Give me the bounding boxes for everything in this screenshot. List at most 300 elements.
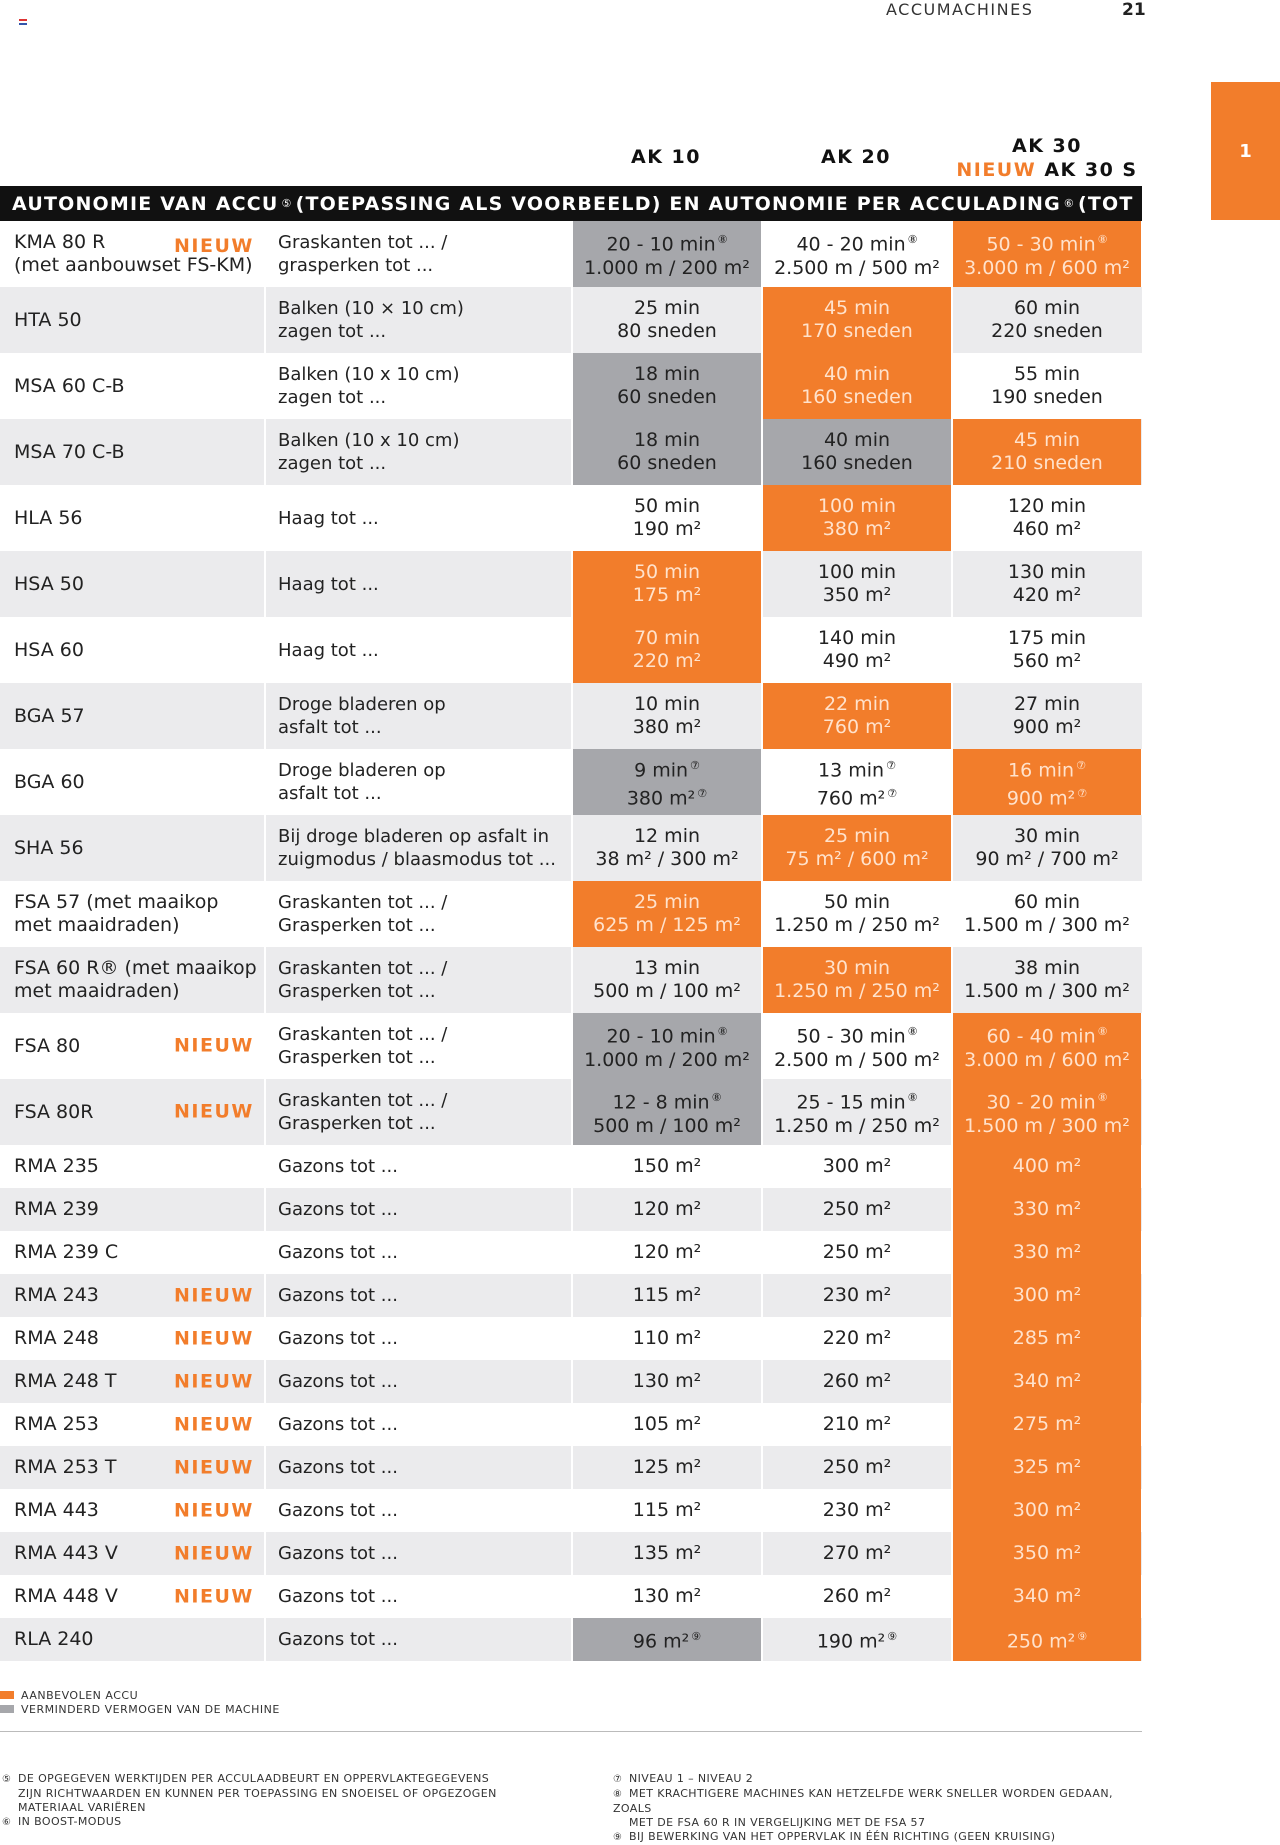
model-cell [0, 1360, 264, 1403]
value-text [584, 1020, 750, 1071]
value-line2-text: 625 m / 125 m² [593, 914, 741, 936]
table-row [0, 1489, 1142, 1532]
value-line1 [1013, 1499, 1081, 1522]
model-cell [0, 815, 264, 881]
task-line2: zuigmodus / blaasmodus tot ... [278, 849, 556, 870]
value-line2 [817, 782, 897, 810]
value-line2 [975, 848, 1118, 871]
value-text [1013, 1585, 1081, 1608]
model-name-line1: KMA 80 R [14, 231, 106, 253]
value-line1 [1013, 693, 1081, 716]
value-line1-text: 340 m² [1012, 1585, 1082, 1607]
value-text [1013, 1198, 1081, 1221]
task-text [278, 1089, 447, 1135]
task-line1: Haag tot ... [278, 639, 379, 661]
table-row [0, 749, 1142, 815]
task-line2: Grasperken tot ... [278, 1113, 436, 1134]
value-text [774, 1086, 940, 1137]
value-text [964, 228, 1130, 279]
task-text [278, 1241, 398, 1264]
value-text [633, 1155, 701, 1178]
section-title: ACCUMACHINES [886, 0, 1034, 19]
value-line1 [964, 1086, 1130, 1114]
footnote-5-symbol: ⑤ [2, 1774, 12, 1785]
value-text [774, 228, 940, 279]
value-cell-ak30 [951, 683, 1141, 749]
value-line1 [633, 1542, 701, 1565]
value-text [633, 1499, 701, 1522]
value-line1-text: 120 m² [632, 1198, 702, 1220]
task-cell [264, 1532, 571, 1575]
value-line2 [801, 320, 913, 343]
value-line2 [1008, 650, 1086, 673]
value-text [1013, 1241, 1081, 1264]
task-line1: Gazons tot ... [278, 1414, 398, 1435]
model-name-line1: RMA 253 [14, 1413, 99, 1435]
value-line2-text: 1.500 m / 300 m² [964, 914, 1130, 936]
value-line1-text: 115 m² [632, 1499, 702, 1521]
task-cell [264, 1360, 571, 1403]
value-line1 [823, 1198, 891, 1221]
model-cell [0, 1446, 264, 1489]
value-line1-text: 340 m² [1012, 1370, 1082, 1392]
model-cell [0, 1403, 264, 1446]
value-line1-text: 12 - 8 min [612, 1091, 710, 1114]
value-line1 [633, 1198, 701, 1221]
footnote-ref: ⑧ [1097, 1091, 1108, 1105]
task-cell [264, 551, 571, 617]
model-cell [0, 1274, 264, 1317]
model-cell [0, 1618, 264, 1661]
task-cell [264, 485, 571, 551]
value-line2 [633, 518, 701, 541]
value-cell-ak30 [951, 1532, 1141, 1575]
autonomy-table [0, 221, 1142, 1661]
value-text [617, 429, 717, 475]
model-name-line1: RMA 253 T [14, 1456, 117, 1478]
task-line1: Gazons tot ... [278, 1500, 398, 1521]
value-line1 [785, 825, 928, 848]
table-row [0, 815, 1142, 881]
value-cell-ak30 [951, 221, 1141, 287]
value-text [774, 957, 940, 1003]
task-cell [264, 287, 571, 353]
model-cell [0, 1532, 264, 1575]
footnote-ref: ⑧ [1097, 1025, 1108, 1039]
model-cell [0, 1575, 264, 1618]
legend-swatch-orange [0, 1691, 14, 1699]
value-cell-ak30 [951, 1575, 1141, 1618]
value-cell-ak20 [761, 815, 951, 881]
model-cell [0, 287, 264, 353]
task-line1: Gazons tot ... [278, 1586, 398, 1607]
value-line1 [964, 1020, 1130, 1048]
value-line2 [617, 452, 717, 475]
value-line1-text: 30 - 20 min [986, 1091, 1096, 1114]
value-line1-text: 60 min [1013, 891, 1081, 913]
task-cell [264, 419, 571, 485]
value-line1 [1013, 1456, 1081, 1479]
footnote-ref: ⑧ [907, 233, 918, 247]
value-line2-text: 220 m² [632, 650, 702, 672]
model-name-line1: RMA 448 V [14, 1585, 118, 1607]
value-line1 [617, 429, 717, 452]
value-cell-ak20 [761, 1489, 951, 1532]
footnote-5-line3: MATERIAAL VARIËREN [18, 1801, 146, 1814]
task-text [278, 1370, 398, 1393]
value-cell-ak10 [571, 1575, 761, 1618]
value-line2-text: 175 m² [632, 584, 702, 606]
table-row [0, 419, 1142, 485]
table-row [0, 1145, 1142, 1188]
value-line1 [1008, 495, 1086, 518]
model-cell [0, 221, 264, 287]
footnote-8-line2: MET DE FSA 60 R IN VERGELIJKING MET DE FSA 57 [629, 1816, 926, 1829]
value-cell-ak10 [571, 1618, 761, 1661]
value-line1 [593, 957, 741, 980]
value-line1 [801, 363, 913, 386]
task-line1: Droge bladeren op [278, 760, 446, 781]
value-line1-text: 175 min [1007, 627, 1087, 649]
table-title-part3: (TOT ...) [1077, 192, 1177, 215]
model-name-line1: RMA 239 C [14, 1241, 119, 1263]
divider [0, 1731, 1142, 1732]
value-cell-ak30 [951, 551, 1141, 617]
model-name-line1: RMA 243 [14, 1284, 99, 1306]
value-line1-text: 70 min [633, 627, 701, 649]
task-line1: Graskanten tot ... / [278, 892, 448, 913]
value-line1-text: 250 m² [1006, 1630, 1076, 1653]
task-line1: Bij droge bladeren op asfalt in [278, 826, 550, 847]
footnote-ref: ⑦ [886, 758, 896, 772]
value-text [633, 561, 701, 607]
value-text [633, 1456, 701, 1479]
new-badge: NIEUW [174, 1499, 254, 1521]
value-line1 [818, 561, 896, 584]
model-cell [0, 1079, 264, 1145]
value-line2 [617, 386, 717, 409]
task-text [278, 429, 459, 475]
task-text [278, 891, 447, 937]
footnote-ref: ⑦ [690, 758, 700, 772]
value-line1 [817, 754, 897, 782]
value-line2 [593, 980, 741, 1003]
task-line2: asfalt tot ... [278, 717, 382, 738]
value-cell-ak20 [761, 1079, 951, 1145]
footnote-ref: ⑦ [697, 787, 708, 800]
value-cell-ak20 [761, 1274, 951, 1317]
task-line1: Gazons tot ... [278, 1543, 398, 1564]
model-name [14, 639, 84, 662]
table-row [0, 881, 1142, 947]
value-cell-ak30 [951, 1274, 1141, 1317]
value-line2 [823, 716, 891, 739]
value-cell-ak20 [761, 1013, 951, 1079]
value-cell-ak10 [571, 1532, 761, 1575]
task-line2: zagen tot ... [278, 453, 387, 474]
value-text [801, 429, 913, 475]
value-line1-text: 25 - 15 min [796, 1091, 906, 1114]
value-cell-ak30 [951, 287, 1141, 353]
value-cell-ak10 [571, 419, 761, 485]
value-line1 [964, 228, 1130, 256]
value-line1 [633, 693, 701, 716]
value-line2 [1008, 518, 1086, 541]
value-line1 [991, 429, 1103, 452]
legend-reduced-label: VERMINDERD VERMOGEN VAN DE MACHINE [21, 1702, 280, 1716]
value-line1-text: 50 min [633, 561, 701, 583]
task-cell [264, 1575, 571, 1618]
task-text [278, 759, 446, 805]
value-line1 [817, 1625, 897, 1653]
value-text [1008, 495, 1086, 541]
value-line1-text: 285 m² [1012, 1327, 1082, 1349]
table-row [0, 221, 1142, 287]
model-name-line1: FSA 80R [14, 1100, 94, 1123]
task-cell [264, 1317, 571, 1360]
value-cell-ak10 [571, 1079, 761, 1145]
task-text [278, 1499, 398, 1522]
value-cell-ak20 [761, 1317, 951, 1360]
chapter-tab-label: 1 [1239, 140, 1252, 162]
task-cell [264, 947, 571, 1013]
task-line1: Droge bladeren op [278, 694, 446, 715]
task-line1: Gazons tot ... [278, 1328, 398, 1349]
value-cell-ak10 [571, 551, 761, 617]
value-line2 [991, 320, 1103, 343]
value-line2-text: 3.000 m / 600 m² [964, 1048, 1130, 1071]
model-name [14, 771, 85, 794]
task-line1: Graskanten tot ... / [278, 958, 448, 979]
model-cell [0, 1231, 264, 1274]
value-line2-text: 380 m² [822, 518, 892, 540]
value-line1 [1013, 1370, 1081, 1393]
value-line1 [964, 957, 1130, 980]
value-line1-text: 18 min [633, 429, 701, 451]
value-line1 [1007, 1625, 1087, 1653]
value-line2 [818, 518, 896, 541]
value-line1 [1008, 561, 1086, 584]
value-line1 [633, 1284, 701, 1307]
table-row [0, 683, 1142, 749]
footnote-ref: ⑤ [281, 197, 293, 210]
model-name-line1: HSA 50 [14, 572, 84, 595]
value-line1-text: 40 min [823, 429, 891, 451]
model-name [14, 1198, 99, 1221]
model-name-line1: RLA 240 [14, 1628, 94, 1650]
table-row [0, 1446, 1142, 1489]
task-text [278, 1284, 398, 1307]
task-line2: Grasperken tot ... [278, 915, 436, 936]
footnote-5-line2: ZIJN RICHTWAARDEN EN KUNNEN PER TOEPASSING EN SNOEISEL OF OPGEZOGEN [18, 1787, 497, 1800]
model-name-line1: FSA 60 R® (met maaikop [14, 957, 257, 979]
column-header-ak30 [952, 134, 1142, 182]
value-text [1007, 1625, 1087, 1653]
model-cell [0, 485, 264, 551]
value-line1 [633, 627, 701, 650]
model-name [14, 1101, 93, 1124]
new-badge: NIEUW [174, 1284, 254, 1306]
value-text [818, 627, 896, 673]
model-cell [0, 551, 264, 617]
task-cell [264, 683, 571, 749]
value-line1 [633, 1499, 701, 1522]
value-line2-text: 220 sneden [991, 320, 1103, 342]
value-line1 [823, 1499, 891, 1522]
task-cell [264, 1618, 571, 1661]
value-text [627, 754, 707, 811]
footnote-ref: ⑦ [1076, 758, 1086, 772]
task-cell [264, 1013, 571, 1079]
value-line1 [584, 1020, 750, 1048]
task-cell [264, 1231, 571, 1274]
table-row [0, 551, 1142, 617]
page-number: 21 [1122, 0, 1146, 20]
value-line2 [964, 914, 1130, 937]
value-line1 [823, 1456, 891, 1479]
footnote-8 [613, 1787, 1143, 1816]
model-name-line1: HTA 50 [14, 308, 82, 331]
value-text [823, 1198, 891, 1221]
value-line2-text: 500 m / 100 m² [593, 1114, 741, 1137]
value-text [1013, 693, 1081, 739]
task-line1: Gazons tot ... [278, 1156, 398, 1177]
value-line2-text: 160 sneden [801, 386, 913, 408]
value-cell-ak20 [761, 1360, 951, 1403]
value-line1-text: 100 min [817, 561, 897, 583]
task-cell [264, 1446, 571, 1489]
value-line1-text: 13 min [633, 957, 701, 979]
footnote-ref: ⑧ [1097, 233, 1108, 247]
value-text [1013, 1413, 1081, 1436]
model-cell [0, 1145, 264, 1188]
value-line1-text: 130 min [1007, 561, 1087, 583]
value-line1-text: 230 m² [822, 1499, 892, 1521]
value-line2 [627, 782, 707, 810]
value-text [823, 1585, 891, 1608]
model-cell [0, 1489, 264, 1532]
value-line1-text: 150 m² [632, 1155, 702, 1177]
model-name [14, 441, 125, 464]
model-name [14, 1499, 99, 1522]
model-name [14, 507, 83, 530]
legend-recommended [0, 1688, 280, 1702]
table-row [0, 1360, 1142, 1403]
value-line1 [991, 297, 1103, 320]
model-cell [0, 683, 264, 749]
value-text [964, 1086, 1130, 1137]
value-text [633, 495, 701, 541]
model-name [14, 1155, 99, 1178]
value-line1-text: 130 m² [632, 1585, 702, 1607]
footnote-7 [613, 1772, 1143, 1787]
task-text [278, 573, 379, 596]
value-line2-text: 900 m² [1012, 716, 1082, 738]
value-text [991, 429, 1103, 475]
value-line1 [1013, 1327, 1081, 1350]
value-line2-text: 460 m² [1012, 518, 1082, 540]
value-line1 [774, 891, 940, 914]
task-cell [264, 1403, 571, 1446]
value-line1-text: 230 m² [822, 1284, 892, 1306]
footnote-ref: ⑧ [907, 1025, 918, 1039]
legend-swatch-grey [0, 1705, 14, 1713]
model-name [14, 1284, 99, 1307]
value-line1 [964, 891, 1130, 914]
value-line2 [1007, 782, 1087, 810]
value-cell-ak30 [951, 485, 1141, 551]
value-line2-text: 420 m² [1012, 584, 1082, 606]
value-line2-text: 38 m² / 300 m² [595, 848, 739, 870]
value-cell-ak20 [761, 287, 951, 353]
model-cell [0, 1317, 264, 1360]
value-cell-ak20 [761, 1188, 951, 1231]
task-line2: Grasperken tot ... [278, 1047, 436, 1068]
table-row [0, 1274, 1142, 1317]
value-cell-ak10 [571, 1446, 761, 1489]
model-cell [0, 1188, 264, 1231]
value-line1 [633, 495, 701, 518]
value-line1-text: 260 m² [822, 1370, 892, 1392]
value-line2-text: 490 m² [822, 650, 892, 672]
value-line2 [818, 584, 896, 607]
value-line1-text: 300 m² [1012, 1284, 1082, 1306]
value-line1-text: 330 m² [1012, 1241, 1082, 1263]
new-badge: NIEUW [174, 1585, 254, 1607]
model-name-line2: met maaidraden) [14, 914, 180, 936]
value-text [633, 1413, 701, 1436]
value-text [823, 1456, 891, 1479]
task-text [278, 1585, 398, 1608]
column-header-ak30s [952, 158, 1142, 182]
task-line1: Gazons tot ... [278, 1457, 398, 1478]
value-text [633, 1284, 701, 1307]
value-cell-ak10 [571, 1317, 761, 1360]
footnote-6-symbol: ⑥ [2, 1817, 12, 1828]
model-cell [0, 617, 264, 683]
model-name-line1: BGA 60 [14, 770, 85, 793]
table-row [0, 1188, 1142, 1231]
value-cell-ak30 [951, 749, 1141, 815]
value-line1-text: 190 m² [816, 1630, 886, 1653]
value-line1-text: 25 min [633, 891, 701, 913]
chapter-tab[interactable] [1211, 82, 1280, 220]
value-text [595, 825, 738, 871]
value-cell-ak20 [761, 1231, 951, 1274]
value-cell-ak10 [571, 1188, 761, 1231]
value-text [1007, 754, 1087, 811]
model-name [14, 705, 85, 728]
task-line1: Graskanten tot ... / [278, 1024, 448, 1045]
value-line1 [1013, 1542, 1081, 1565]
value-cell-ak30 [951, 353, 1141, 419]
task-line1: Gazons tot ... [278, 1371, 398, 1392]
value-line1 [774, 1086, 940, 1114]
value-text [964, 891, 1130, 937]
value-line1-text: 25 min [823, 825, 891, 847]
value-line1-text: 330 m² [1012, 1198, 1082, 1220]
value-line1-text: 110 m² [632, 1327, 702, 1349]
task-cell [264, 749, 571, 815]
model-name [14, 891, 218, 937]
value-line1 [823, 1585, 891, 1608]
task-text [278, 1542, 398, 1565]
value-line1 [633, 561, 701, 584]
value-line2 [964, 257, 1130, 280]
value-cell-ak20 [761, 1618, 951, 1661]
value-line2 [991, 452, 1103, 475]
value-cell-ak10 [571, 617, 761, 683]
